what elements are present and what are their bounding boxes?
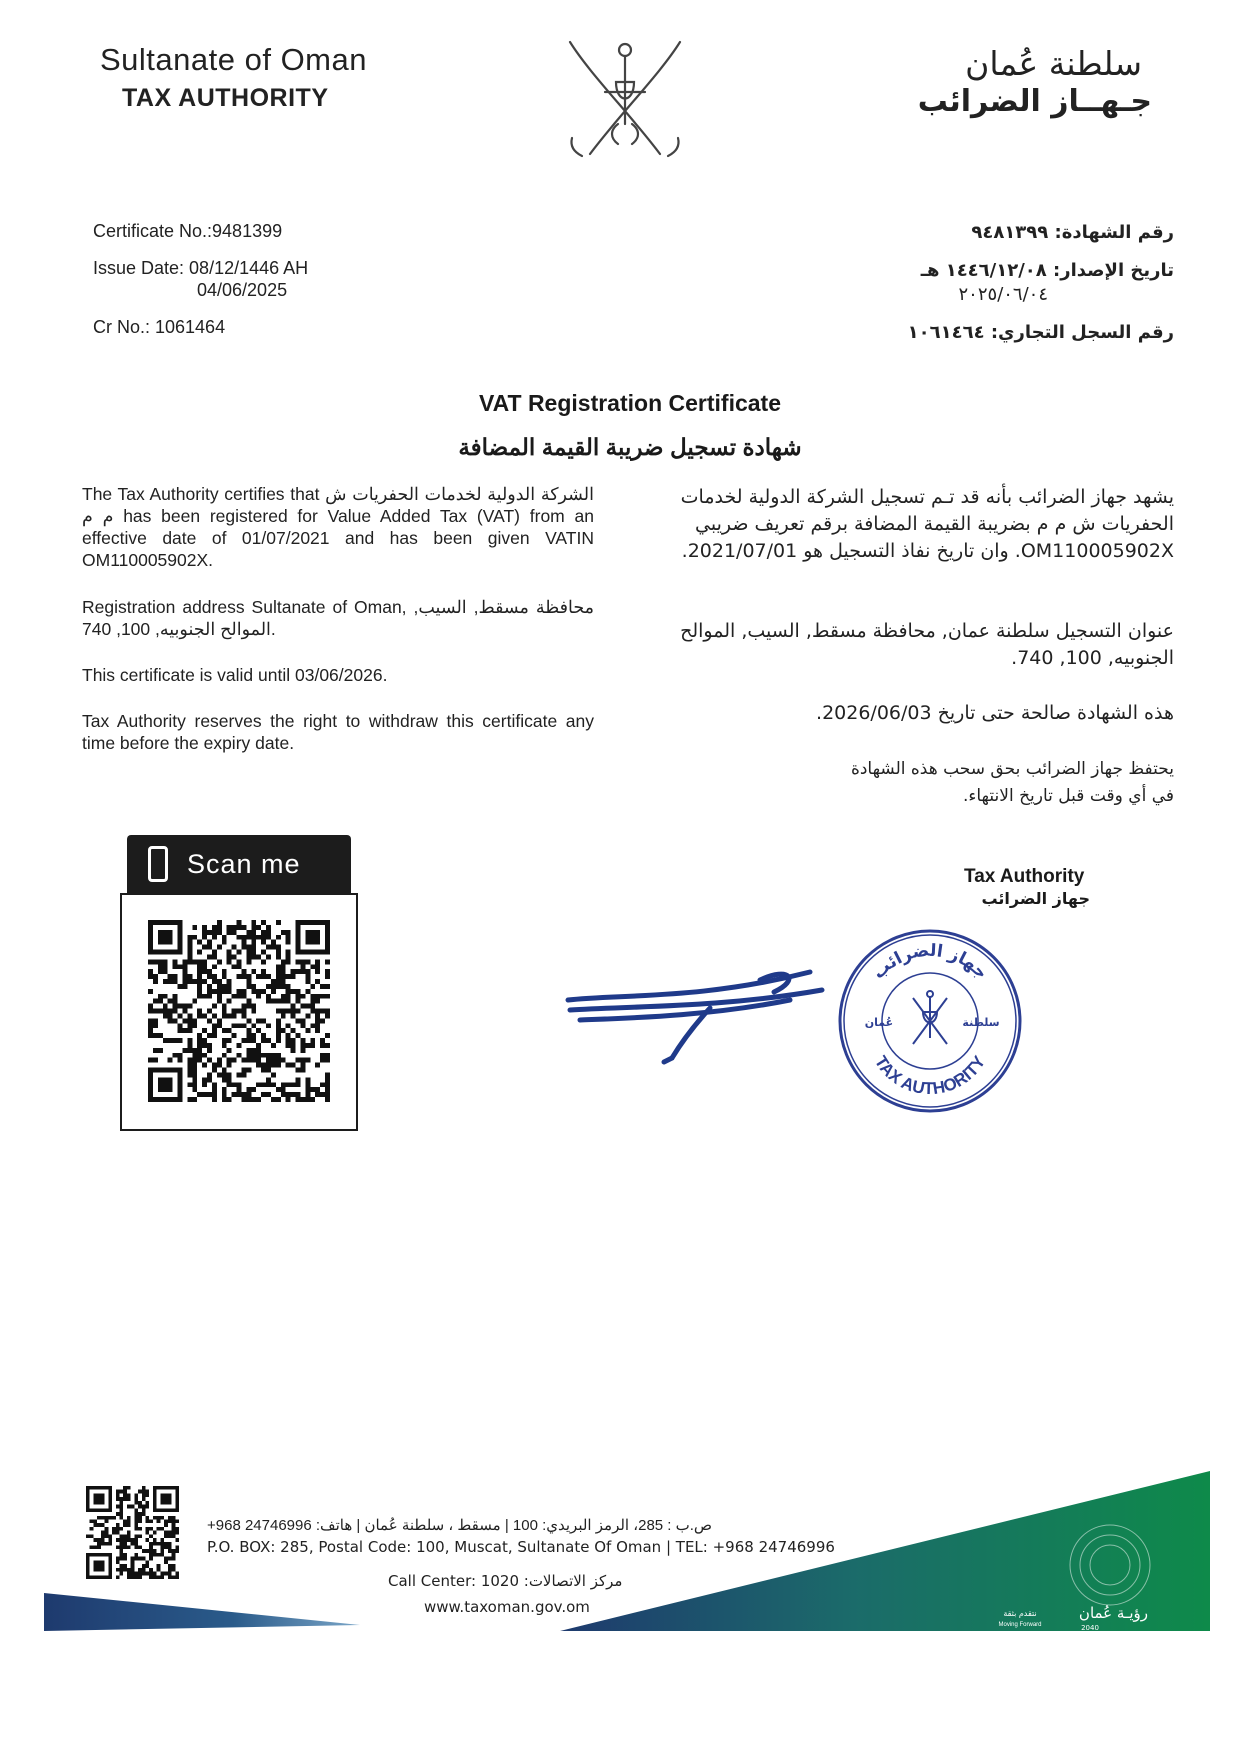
footer-address-ar: ص.ب : 285، الرمز البريدي: 100 | مسقط ، سلطنة عُمان | هاتف: 24746996 968+ bbox=[207, 1517, 713, 1534]
certification-statement-ar: يشهد جهاز الضرائب بأنه قد تـم تسجيل الشركة الدولية لخدمات الحفريات ش م م بضريبة القيمة المضافة برقم تعريف ضريبي OM110005902X. وان تاريخ نفاذ التسجيل هو 2021/07/01. bbox=[680, 486, 1174, 562]
withdrawal-notice-ar: يحتفظ جهاز الضرائب بحق سحب هذه الشهادة في أي وقت قبل تاريخ الانتهاء. bbox=[850, 759, 1174, 806]
authority-name-en: TAX AUTHORITY bbox=[122, 84, 329, 112]
issue-date-gregorian: 04/06/2025 bbox=[197, 280, 288, 300]
verification-qr-code[interactable] bbox=[148, 920, 330, 1102]
cr-number-ar: رقم السجل التجاري: ١٠٦١٤٦٤ bbox=[907, 322, 1174, 343]
issue-date-hijri-ar: تاريخ الإصدار: ١٤٤٦/١٢/٠٨ هـ bbox=[920, 260, 1174, 281]
certificate-number: Certificate No.:9481399 bbox=[93, 221, 283, 241]
vision-tagline-ar: نتقدم بثقة bbox=[1003, 1609, 1037, 1618]
registration-address-ar: عنوان التسجيل سلطنة عمان, محافظة مسقط, السيب, الموالح الجنوبيه, 100, 740. bbox=[680, 620, 1174, 669]
document-title-en: VAT Registration Certificate bbox=[478, 390, 782, 416]
official-stamp bbox=[835, 926, 1025, 1116]
country-name-en: Sultanate of Oman bbox=[100, 42, 367, 77]
footer-call-center: Call Center: 1020 :مركز الاتصالات bbox=[388, 1572, 623, 1590]
validity-statement-ar: هذه الشهادة صالحة حتى تاريخ 2026/06/03. bbox=[816, 702, 1174, 724]
country-name-ar: سلطنة عُمان bbox=[965, 44, 1142, 83]
vision-year: 2040 bbox=[1081, 1624, 1099, 1632]
withdrawal-notice-en: Tax Authority reserves the right to withdraw this certificate any time before the expiry date. bbox=[82, 711, 594, 753]
footer-address-en: P.O. BOX: 285, Postal Code: 100, Muscat, Sultanate Of Oman | TEL: +968 24746996 bbox=[207, 1538, 835, 1556]
certification-statement-en: The Tax Authority certifies that الشركة الدولية لخدمات الحفريات ش م م has been registered for Value Added Tax (VAT) from an effective date of 01/07/2021 and has been given VATIN OM110005902X. bbox=[82, 484, 594, 570]
stamp-left-text: سلطنة bbox=[962, 1016, 1000, 1029]
issue-date-hijri: Issue Date: 08/12/1446 AH bbox=[93, 258, 309, 278]
vision-title: رؤيـة عُمان bbox=[1078, 1604, 1148, 1622]
vision-tagline-en: Moving Forward bbox=[998, 1622, 1042, 1628]
oman-vision-2040-logo bbox=[950, 1602, 1150, 1632]
issue-date-gregorian-ar: ٢٠٢٥/٠٦/٠٤ bbox=[958, 284, 1048, 305]
signatory-authority-ar: جهاز الضرائب bbox=[981, 889, 1090, 908]
registration-address-en: Registration address Sultanate of Oman, محافظة مسقط, السيب, الموالح الجنوبيه, 100, 740. bbox=[82, 597, 594, 639]
oman-emblem-icon bbox=[560, 34, 690, 164]
validity-statement-en: This certificate is valid until 03/06/2026. bbox=[82, 665, 388, 685]
document-title-ar: شهادة تسجيل ضريبة القيمة المضافة bbox=[458, 434, 802, 460]
stamp-right-text: عُمان bbox=[864, 1016, 894, 1029]
signatory-authority-en: Tax Authority bbox=[964, 866, 1085, 887]
cr-number: Cr No.: 1061464 bbox=[93, 317, 226, 337]
stamp-top-text: جهاز الضرائب bbox=[868, 940, 992, 984]
certificate-number-ar: رقم الشهادة: ٩٤٨١٣٩٩ bbox=[971, 222, 1174, 243]
authority-name-ar: جـهــاز الضرائب bbox=[917, 84, 1152, 119]
stamp-emblem-icon bbox=[913, 991, 947, 1044]
footer-website-link[interactable]: www.taxoman.gov.om bbox=[424, 1598, 590, 1616]
scan-me-label: Scan me bbox=[187, 849, 301, 879]
stamp-bottom-text: TAX AUTHORITY bbox=[870, 1052, 990, 1099]
phone-icon bbox=[148, 846, 168, 882]
signature bbox=[560, 960, 830, 1070]
footer-qr-code[interactable] bbox=[86, 1486, 179, 1579]
